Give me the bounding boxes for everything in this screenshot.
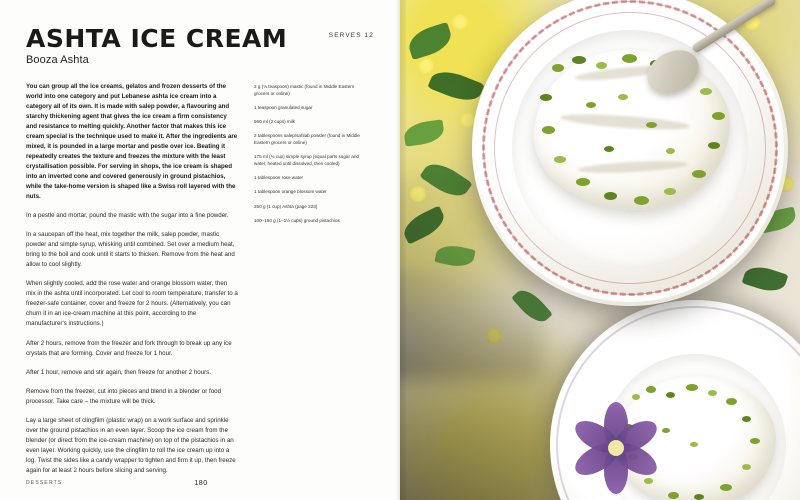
method-paragraph: After 1 hour, remove and stir again, then freeze for another 2 hours. bbox=[26, 368, 212, 376]
serves-label: SERVES 12 bbox=[328, 32, 374, 39]
pistachio-crumb bbox=[686, 384, 698, 391]
pistachio-crumb bbox=[604, 146, 614, 152]
ice-cream-roll bbox=[534, 50, 730, 210]
pistachio-crumb bbox=[576, 178, 590, 186]
recipe-subtitle: Booza Ashta bbox=[26, 53, 89, 66]
pistachio-crumb bbox=[542, 126, 555, 134]
yellow-flower-decoration bbox=[452, 14, 468, 30]
right-page-photo bbox=[400, 0, 800, 500]
ingredient-item: 2 tablespoons salep/sahlab powder (found in Middle Eastern grocers or online) bbox=[254, 132, 360, 146]
pistachio-crumb bbox=[708, 142, 720, 149]
yellow-flower-decoration bbox=[418, 58, 434, 74]
roll-crease bbox=[560, 111, 691, 132]
pistachio-crumb bbox=[634, 196, 649, 205]
ingredient-item: 2 g (⅛ teaspoon) mastic (found in Middle Eastern grocers or online) bbox=[254, 83, 355, 96]
pistachio-crumb bbox=[646, 122, 657, 128]
pistachio-crumb bbox=[692, 170, 706, 178]
pistachio-crumb bbox=[596, 62, 607, 69]
ingredient-item: 1 tablespoon orange blossom water bbox=[254, 189, 327, 195]
title-block bbox=[26, 26, 376, 66]
folio-section-label: DESSERTS bbox=[26, 480, 63, 486]
pistachio-crumb bbox=[742, 416, 751, 422]
method-column bbox=[26, 82, 238, 486]
pistachio-crumb bbox=[622, 54, 637, 63]
pistachio-crumb bbox=[668, 492, 679, 499]
method-paragraph: Remove from the freezer, cut into pieces and blend in a blender or food processor. Take care – the mixture will be thick. bbox=[26, 387, 222, 405]
plate-large bbox=[472, 0, 788, 306]
ingredient-item: 560 ml (2 cups) milk bbox=[254, 118, 296, 124]
pistachio-crumb bbox=[690, 442, 698, 447]
pistachio-crumb bbox=[750, 438, 760, 444]
ingredient-item: 1 teaspoon granulated sugar bbox=[254, 104, 313, 110]
method-paragraph: In a saucepan off the heat, mix together the milk, salep powder, mastic powder and simple syrup, whisking until combined. Set over a medium heat, bring to the boil and cook until it starts to thicken. Remove from the heat and allow to cool slightly. bbox=[26, 231, 235, 269]
pistachio-crumb bbox=[720, 484, 732, 491]
method-paragraph: In a pestle and mortar, pound the mastic with the sugar into a fine powder. bbox=[26, 212, 229, 220]
page-number: 180 bbox=[194, 479, 208, 487]
pistachio-crumb bbox=[604, 192, 617, 200]
pistachio-crumb bbox=[540, 94, 552, 101]
pistachio-crumb bbox=[664, 188, 676, 195]
pistachio-crumb bbox=[618, 94, 628, 100]
ingredient-item: 250 g (1 cup) Ashta (page 223) bbox=[254, 203, 318, 209]
ingredient-item: 175 ml (¾ cup) simple syrup (equal parts sugar and water, heated until dissolved, then cooled) bbox=[254, 154, 359, 167]
pistachio-crumb bbox=[666, 148, 675, 154]
clematis-flower-motif bbox=[564, 396, 668, 500]
pistachio-crumb bbox=[708, 390, 717, 396]
method-paragraph: Lay a large sheet of clingfilm (plastic wrap) on a work surface and sprinkle over the ground pistachios in an even layer. Scoop the ice cream from the blender (or direct from the ice-cream machine) on top of the pistachios in an even layer. Working quickly, use the clingfilm to roll the ice cream up into a log. Twist the sides like a candy wrapper to tighten and firm it up, then freeze again for at least 2 hours before slicing and serving. bbox=[26, 416, 236, 474]
pistachio-crumb bbox=[694, 494, 704, 500]
content-columns bbox=[26, 82, 376, 486]
pistachio-crumb bbox=[572, 56, 586, 64]
method-paragraph: After 2 hours, remove from the freezer and fork through to break up any ice crystals that are forming. Cover and freeze for 1 hour. bbox=[26, 339, 232, 357]
ingredient-item: 100–150 g (1–1½ cups) ground pistachios bbox=[254, 217, 340, 223]
food-photograph bbox=[400, 0, 800, 500]
roll-crease bbox=[578, 159, 688, 175]
pistachio-crumb bbox=[742, 464, 751, 470]
method-paragraph: You can group all the ice creams, gelatos and frozen desserts of the world into one category and put Lebanese ashta ice cream into a category all of its own. It is made with salep powder, a flavouring and starchy thickening agent that gives the ice cream a firm consistency and resistance to melting quickly. Another factor that makes this ice cream special is the technique used to make it. After the ingredients are mixed, it is pounded in a large mortar and pestle over ice. Beating it repeatedly creates the texture and freezes the mixture with the least crystallisation possible. For serving in shops, the ice cream is shaped into an inverted cone and covered generously in ground pistachios, while the take-home version is shaped like a Swiss roll layered with the nuts. bbox=[26, 82, 238, 201]
pistachio-crumb bbox=[552, 64, 564, 72]
pistachio-crumb bbox=[646, 386, 656, 393]
pistachio-crumb bbox=[712, 112, 725, 120]
ingredients-column bbox=[254, 82, 366, 486]
pistachio-crumb bbox=[586, 102, 596, 108]
pistachio-crumb bbox=[554, 156, 566, 163]
pistachio-crumb bbox=[726, 398, 737, 405]
pistachio-crumb bbox=[700, 88, 712, 95]
ingredient-item: 1 tablespoon rose water bbox=[254, 175, 304, 181]
method-paragraph: When slightly cooled, add the rose water and orange blossom water, then mix in the ashta until incorporated. Let cool to room temperature, transfer to a freezer-safe container, cover and freeze for 2 hours. (Alternatively, you can churn it in an ice-cream machine at this point, according to the manufacturer's instructions.) bbox=[26, 280, 238, 328]
flower-center bbox=[608, 440, 624, 456]
page-title: ASHTA ICE CREAM bbox=[26, 24, 288, 53]
folio bbox=[26, 480, 376, 486]
